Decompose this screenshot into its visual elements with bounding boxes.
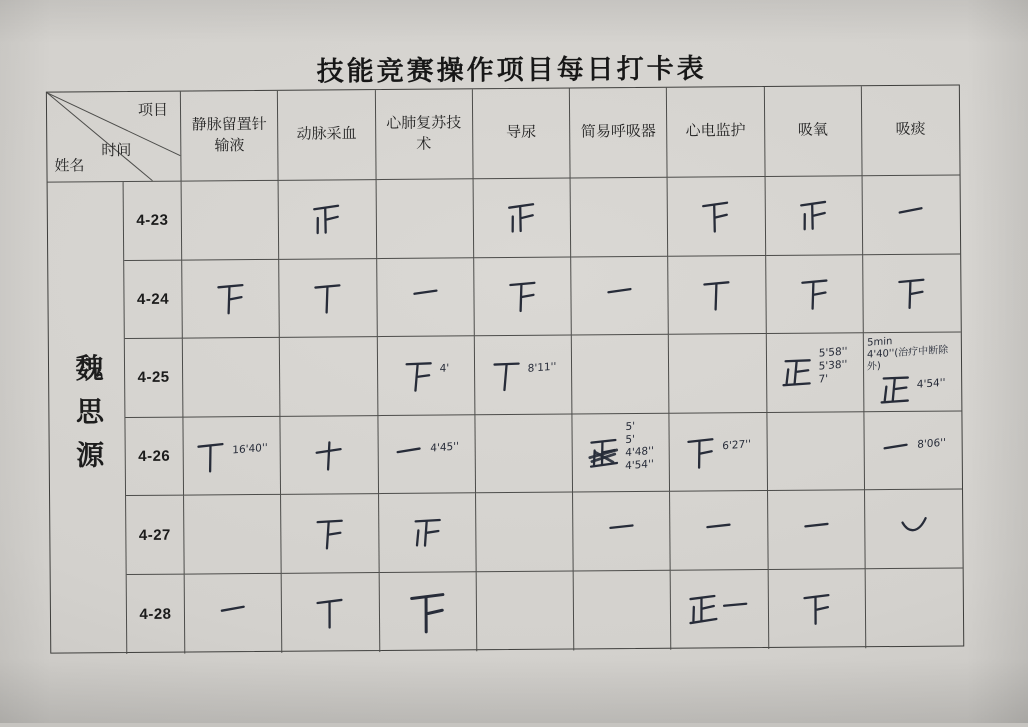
tally-mark <box>409 279 441 315</box>
tally-mark <box>312 280 344 316</box>
mark-row <box>880 432 947 469</box>
column-header-catheterization: 导尿 <box>473 89 571 180</box>
time-note: 5' 5' 4'48'' 4'54'' <box>624 420 654 473</box>
time-note: 6'27'' <box>722 438 751 453</box>
tally-mark <box>796 197 830 235</box>
grid-cell-4-27-col4 <box>476 493 574 572</box>
grid-cell-4-24-col4 <box>474 257 572 336</box>
grid-cell-4-28-col4 <box>476 572 574 651</box>
grid-cell-4-25-col7 <box>766 333 864 412</box>
tally-mark <box>216 595 250 632</box>
grid-cell-4-26-col4 <box>475 414 573 493</box>
tally-mark <box>702 512 735 549</box>
mark-row <box>313 437 345 473</box>
row-date-4-27 <box>126 496 185 575</box>
grid-cell-4-24-col5 <box>571 256 669 335</box>
tally-mark <box>313 515 346 552</box>
grid-cell-4-28-col2 <box>282 573 380 652</box>
grid-cell-4-25-col8 <box>864 333 962 412</box>
grid-cell-4-25-col2 <box>280 337 378 416</box>
corner-name-label: 姓名 <box>54 158 85 175</box>
grid-cell-4-25-col4 <box>475 336 573 415</box>
tally-mark <box>800 590 834 627</box>
grid-cell-4-28-col6 <box>671 570 769 649</box>
grid-cell-4-24-col3 <box>377 258 475 337</box>
column-header-oxygen: 吸氧 <box>764 86 862 177</box>
mark-row <box>311 201 343 237</box>
grid-cell-4-26-col8 <box>864 411 962 490</box>
grid-cell-4-23-col2 <box>279 180 377 259</box>
column-header-sputum-suction: 吸痰 <box>862 85 960 176</box>
grid-cell-4-23-col1 <box>182 181 280 260</box>
mark-row <box>898 511 930 547</box>
time-note: 8'06'' <box>917 436 946 451</box>
grid-cell-4-26-col5 <box>572 414 670 493</box>
student-name-cell <box>48 182 128 654</box>
mark-row <box>217 595 249 631</box>
tally-mark <box>489 356 523 393</box>
mark-row <box>895 197 927 233</box>
mark-row <box>506 200 538 236</box>
row-date-4-28 <box>127 575 186 654</box>
tally-mark <box>719 591 753 628</box>
tally-mark <box>894 196 928 234</box>
corner-header-cell <box>47 92 182 183</box>
tally-mark <box>603 277 635 313</box>
grid-cell-4-25-col6 <box>669 334 767 413</box>
tally-mark <box>605 513 638 550</box>
mark-row <box>489 357 556 394</box>
mark-row <box>406 588 448 635</box>
mark-row <box>879 372 946 409</box>
date-label: 4-23 <box>136 212 169 230</box>
tally-mark <box>699 197 733 235</box>
mark-row <box>402 357 450 393</box>
mark-row <box>411 515 443 551</box>
mark-row <box>798 276 830 312</box>
mark-row <box>587 420 654 479</box>
mark-row <box>800 512 832 548</box>
tally-mark <box>310 200 344 238</box>
tally-mark <box>313 437 346 474</box>
column-header-iv-infusion: 静脉留置针输液 <box>181 91 279 182</box>
row-date-4-24 <box>124 260 183 339</box>
grid-cell-4-23-col8 <box>862 175 960 254</box>
date-label: 4-24 <box>136 290 170 308</box>
date-label: 4-26 <box>138 447 171 466</box>
grid-cell-4-27-col8 <box>865 490 963 569</box>
time-note: 4'54'' <box>916 376 946 391</box>
tally-mark <box>798 276 830 312</box>
tally-mark <box>314 594 348 631</box>
column-header-ecg-monitor: 心电监护 <box>667 87 765 178</box>
grid-cell-4-27-col7 <box>768 491 866 570</box>
mark-row <box>409 279 441 315</box>
tally-mark <box>799 511 832 548</box>
checkin-table <box>46 84 964 653</box>
grid-cell-4-23-col3 <box>376 179 474 258</box>
grid-cell-4-25-col3 <box>377 336 475 415</box>
grid-cell-4-28-col7 <box>768 569 866 648</box>
tally-mark <box>195 438 228 475</box>
time-note: 5'58'' 5'38'' 7' <box>818 345 848 387</box>
tally-mark <box>587 434 620 471</box>
grid-cell-4-24-col1 <box>182 259 280 338</box>
tally-mark <box>781 354 815 391</box>
tally-mark <box>878 372 912 409</box>
time-note: 8'11'' <box>527 361 556 376</box>
grid-cell-4-23-col6 <box>668 177 766 256</box>
column-header-bag-valve-mask: 简易呼吸器 <box>570 88 668 179</box>
row-date-4-26 <box>125 417 184 496</box>
grid-cell-4-24-col2 <box>279 259 377 338</box>
grid-cell-4-27-col3 <box>379 494 477 573</box>
column-header-cpr: 心肺复苏技术 <box>375 89 473 180</box>
mark-row <box>700 198 732 234</box>
time-note: 16'40'' <box>232 441 269 457</box>
tally-mark <box>879 432 912 469</box>
mark-row <box>685 434 752 471</box>
date-label: 4-25 <box>137 369 170 387</box>
time-note-top: 5min 4'40''(治疗中断除外) <box>866 336 948 374</box>
mark-row <box>701 277 733 313</box>
tally-mark <box>687 591 721 628</box>
mark-row <box>797 197 829 233</box>
mark-row <box>703 512 735 548</box>
mark-row <box>195 438 269 475</box>
grid-cell-4-28-col5 <box>574 571 672 650</box>
grid-cell-4-23-col5 <box>571 178 669 257</box>
mark-row <box>214 280 246 316</box>
mark-row <box>896 275 928 311</box>
mark-row <box>781 345 848 393</box>
tally-mark <box>410 514 443 551</box>
tally-mark <box>701 277 733 313</box>
grid-cell-4-23-col7 <box>765 176 863 255</box>
grid-cell-4-24-col6 <box>668 256 766 335</box>
row-date-4-23 <box>124 182 183 261</box>
grid-cell-4-27-col2 <box>281 494 379 573</box>
tally-mark <box>214 280 246 316</box>
tally-mark <box>401 357 435 394</box>
tally-mark <box>684 434 717 471</box>
date-label: 4-27 <box>138 526 171 544</box>
mark-row <box>800 591 832 627</box>
time-note: 4' <box>439 362 450 376</box>
grid-cell-4-26-col1 <box>183 417 281 496</box>
mark-row <box>506 278 538 314</box>
mark-row <box>314 595 346 631</box>
tally-mark <box>393 436 426 473</box>
grid-cell-4-26-col2 <box>281 416 379 495</box>
grid-cell-4-27-col6 <box>670 491 768 570</box>
student-name: 魏思源 <box>71 352 104 484</box>
grid-cell-4-24-col7 <box>766 255 864 334</box>
mark-row <box>393 436 460 473</box>
grid-cell-4-28-col8 <box>865 568 963 647</box>
grid-cell-4-23-col4 <box>473 179 571 258</box>
grid-cell-4-27-col5 <box>573 492 671 571</box>
corner-project-label: 项目 <box>137 102 169 119</box>
grid-cell-4-25-col1 <box>183 338 281 417</box>
grid-cell-4-27-col1 <box>184 495 282 574</box>
grid-cell-4-24-col8 <box>863 254 961 333</box>
time-note: 4'45'' <box>430 440 460 455</box>
column-header-arterial-blood: 动脉采血 <box>278 90 376 181</box>
page-title: 技能竞赛操作项目每日打卡表 <box>316 53 707 87</box>
grid-cell-4-25-col5 <box>572 335 670 414</box>
corner-time-label: 时间 <box>101 142 132 160</box>
grid-cell-4-28-col3 <box>379 572 477 651</box>
grid-cell-4-26-col6 <box>670 413 768 492</box>
date-label: 4-28 <box>139 605 172 623</box>
tally-mark <box>505 199 539 237</box>
mark-row <box>603 277 635 313</box>
mark-row <box>312 280 344 316</box>
grid-cell-4-26-col7 <box>767 412 865 491</box>
tally-mark <box>506 278 538 314</box>
tally-mark <box>406 588 450 637</box>
grid-cell-4-26-col3 <box>378 415 476 494</box>
mark-row <box>687 591 751 628</box>
mark-row <box>605 513 637 549</box>
mark-row <box>314 515 346 551</box>
tally-mark <box>897 511 930 548</box>
grid-cell-4-28-col1 <box>185 574 283 653</box>
row-date-4-25 <box>125 339 184 418</box>
tally-mark <box>896 275 928 311</box>
